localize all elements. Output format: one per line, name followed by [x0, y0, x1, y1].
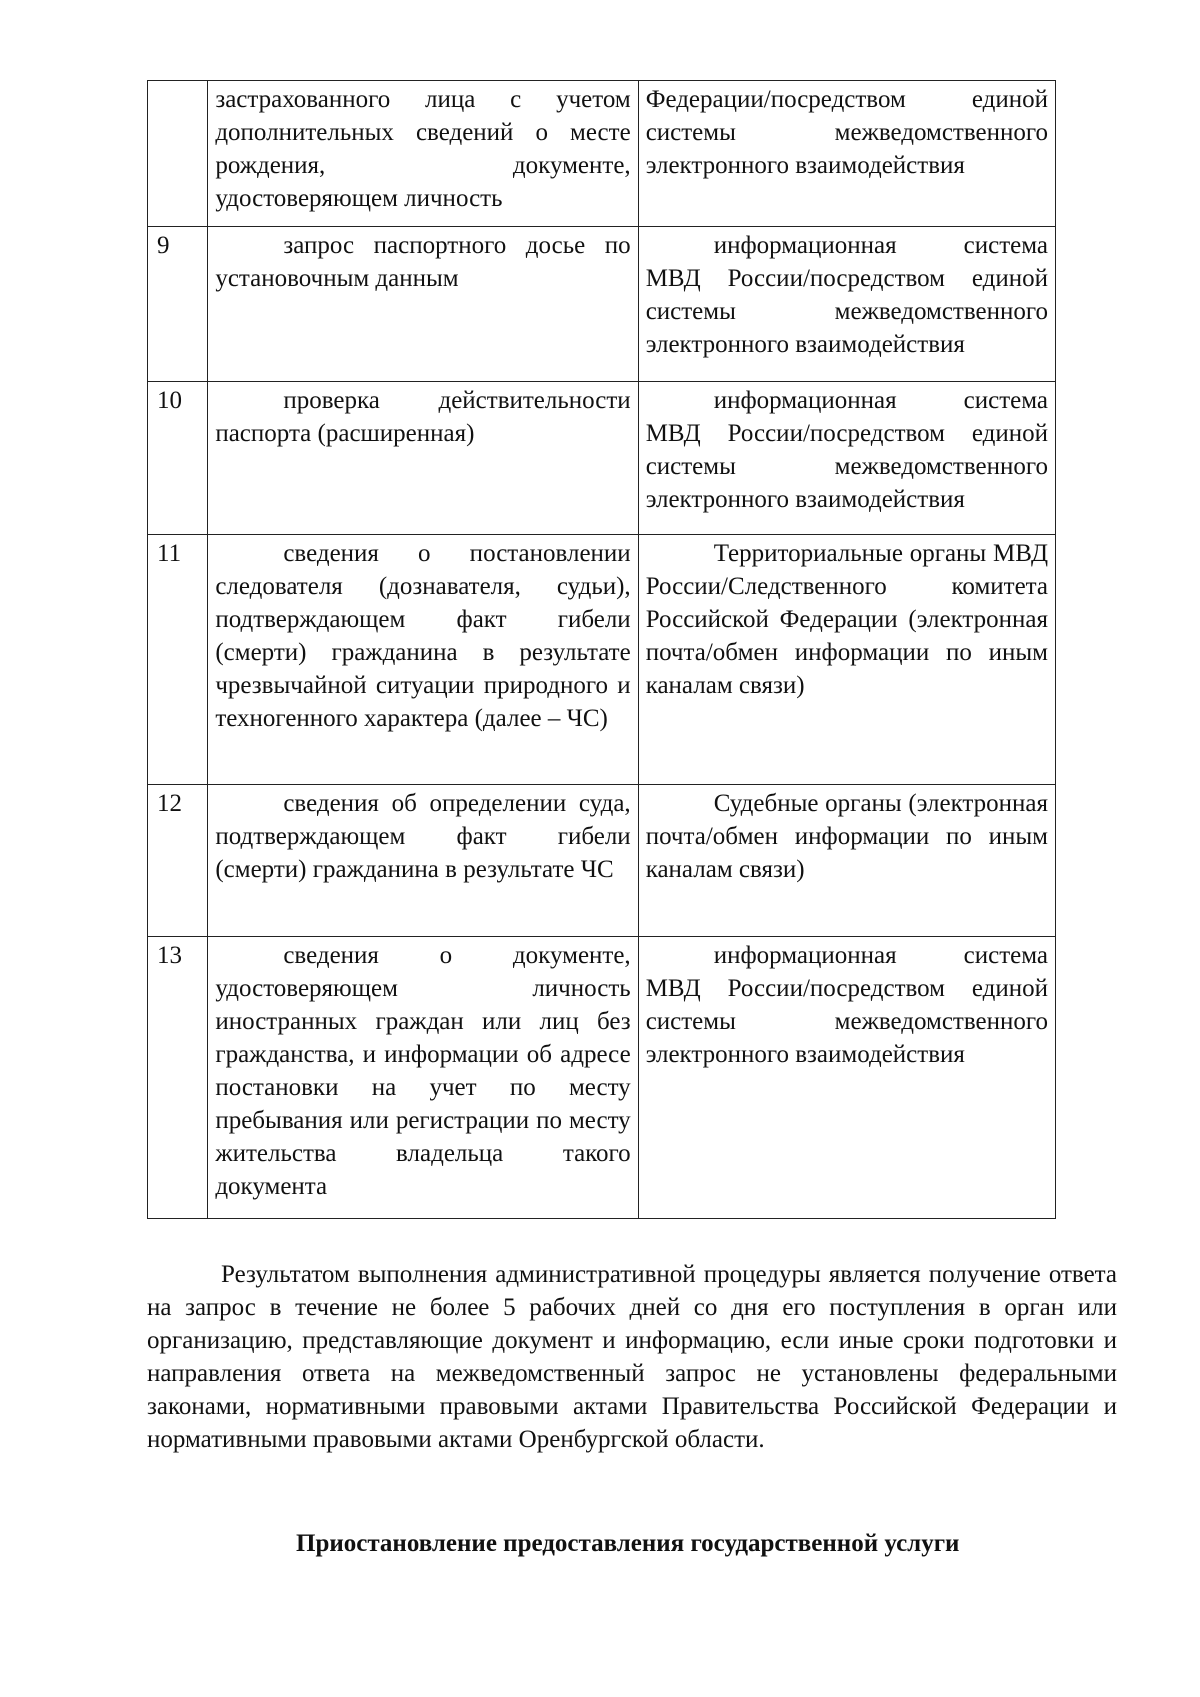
request-description: застрахованного лица с учетом дополнительных сведений о месте рождения, документе, удостоверяющем личность — [208, 81, 638, 227]
row-number: 12 — [148, 785, 208, 937]
result-paragraph: Результатом выполнения административной процедуры является получение ответа на запрос в течение не более 5 рабочих дней со дня его поступления в орган или организацию, представляющие документ и информацию, если иные сроки подготовки и направления ответа на межведомственный запрос не установлены федеральными законами, нормативными правовыми актами Правительства Российской Федерации и нормативными правовыми актами Оренбургской области. — [147, 1261, 1117, 1453]
table-row — [148, 535, 1056, 785]
table-row — [148, 785, 1056, 937]
request-description: проверка действительности паспорта (расширенная) — [208, 382, 638, 535]
row-number: 13 — [148, 937, 208, 1219]
request-description: сведения о документе, удостоверяющем личность иностранных граждан или лиц без гражданства, и информации об адресе постановки на учет по месту пребывания или регистрации по месту жительства владельца такого документа — [208, 937, 638, 1219]
table-row — [148, 227, 1056, 382]
information-source: информационная система МВД России/посредством единой системы межведомственного электронного взаимодействия — [638, 382, 1055, 535]
row-number: 10 — [148, 382, 208, 535]
interagency-requests-table — [147, 80, 1056, 1219]
request-description: сведения об определении суда, подтверждающем факт гибели (смерти) гражданина в результате ЧС — [208, 785, 638, 937]
information-source: информационная система МВД России/посредством единой системы межведомственного электронного взаимодействия — [638, 227, 1055, 382]
row-number — [148, 81, 208, 227]
information-source: Федерации/посредством единой системы межведомственного электронного взаимодействия — [638, 81, 1055, 227]
request-description: запрос паспортного досье по установочным данным — [208, 227, 638, 382]
information-source: Территориальные органы МВД России/Следственного комитета Российской Федерации (электронная почта/обмен информации по иным каналам связи) — [638, 535, 1055, 785]
table-row — [148, 382, 1056, 535]
row-number: 11 — [148, 535, 208, 785]
request-description: сведения о постановлении следователя (дознавателя, судьи), подтверждающем факт гибели (смерти) гражданина в результате чрезвычайной ситуации природного и техногенного характера (далее – ЧС) — [208, 535, 638, 785]
row-number: 9 — [148, 227, 208, 382]
table-row — [148, 937, 1056, 1219]
information-source: Судебные органы (электронная почта/обмен информации по иным каналам связи) — [638, 785, 1055, 937]
information-source: информационная система МВД России/посредством единой системы межведомственного электронного взаимодействия — [638, 937, 1055, 1219]
section-heading: Приостановление предоставления государственной услуги — [296, 1530, 960, 1557]
table-row — [148, 81, 1056, 227]
